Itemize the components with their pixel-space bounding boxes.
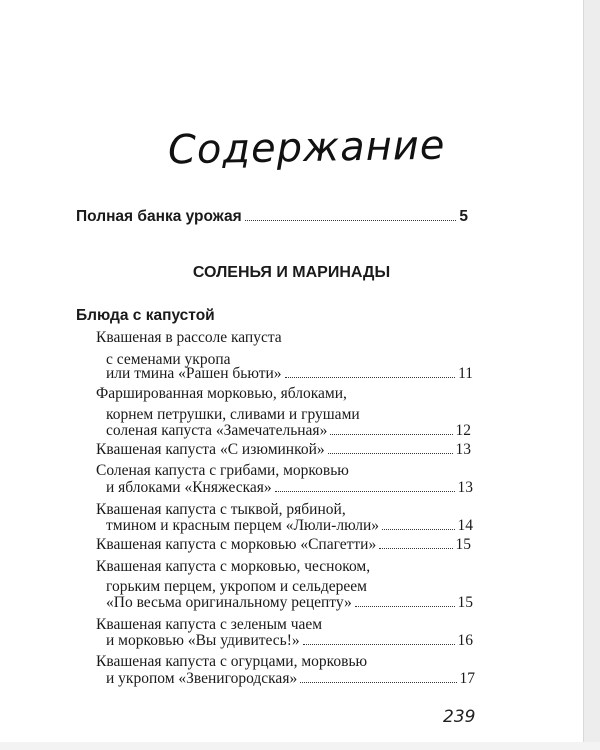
leader-dots	[275, 491, 455, 492]
toc-entry-line: Квашеная капуста с тыквой, рябиной,	[96, 501, 346, 518]
leader-dots	[382, 529, 454, 530]
toc-entry-text: и яблоками «Княжеская»	[106, 479, 272, 496]
toc-entry-line: корнем петрушки, сливами и грушами	[106, 406, 360, 423]
toc-entry-1[interactable]	[106, 365, 473, 385]
toc-entry-3[interactable]	[96, 441, 471, 461]
toc-entry-page: 12	[455, 422, 471, 439]
toc-entry-line: горьким перцем, укропом и сельдереем	[106, 578, 367, 595]
toc-entry-page: 17	[459, 670, 475, 687]
page-title: Содержание	[167, 122, 446, 174]
leader-dots	[379, 548, 452, 549]
toc-entry-page: 13	[455, 441, 471, 458]
toc-entry-text: Квашеная капуста с морковью «Спагетти»	[96, 536, 377, 553]
section-title: СОЛЕНЬЯ И МАРИНАДЫ	[192, 264, 391, 281]
toc-entry-text: тмином и красным перцем «Люли-люли»	[106, 517, 380, 534]
leader-dots	[303, 644, 455, 645]
toc-entry-page: 15	[455, 536, 471, 553]
toc-entry-page: 16	[457, 632, 473, 649]
toc-entry-line: Квашеная в рассоле капуста	[96, 329, 282, 346]
toc-entry-8[interactable]	[106, 632, 473, 652]
toc-entry-line: с семенами укропа	[106, 351, 231, 368]
toc-intro-text: Полная банка урожая	[76, 208, 242, 225]
leader-dots	[245, 220, 457, 221]
toc-intro-entry[interactable]	[76, 208, 468, 228]
toc-entry-line: Квашеная капуста с огурцами, морковью	[96, 653, 368, 670]
toc-entry-line: Соленая капуста с грибами, морковью	[96, 462, 349, 479]
toc-entry-text: «По весьма оригинальному рецепту»	[106, 594, 352, 611]
toc-entry-line: Фаршированная морковью, яблоками,	[96, 385, 347, 402]
leader-dots	[285, 377, 456, 378]
toc-entry-6[interactable]	[96, 536, 471, 556]
subsection-title: Блюда с капустой	[76, 307, 215, 324]
toc-entry-text: и морковью «Вы удивитесь!»	[106, 632, 300, 649]
toc-entry-9[interactable]	[106, 670, 475, 690]
toc-entry-page: 15	[457, 594, 473, 611]
toc-entry-page: 14	[457, 517, 473, 534]
leader-dots	[330, 434, 452, 435]
toc-entry-page: 13	[457, 479, 473, 496]
toc-entry-2[interactable]	[106, 422, 471, 442]
toc-entry-text: или тмина «Рашен бьюти»	[106, 365, 282, 382]
page-edge-bottom	[0, 742, 600, 750]
toc-entry-7[interactable]	[106, 594, 473, 614]
leader-dots	[300, 682, 456, 683]
toc-entry-text: соленая капуста «Замечательная»	[106, 422, 328, 439]
leader-dots	[328, 453, 453, 454]
toc-intro-page: 5	[459, 208, 468, 225]
toc-entry-line: Квашеная капуста с зеленым чаем	[96, 616, 323, 633]
toc-entry-text: Квашеная капуста «С изюминкой»	[96, 441, 325, 458]
toc-entry-5[interactable]	[106, 517, 473, 537]
toc-entry-text: и укропом «Звенигородская»	[106, 670, 298, 687]
toc-entry-page: 11	[458, 365, 473, 382]
toc-entry-4[interactable]	[106, 479, 473, 499]
toc-entry-line: Квашеная капуста с морковью, чесноком,	[96, 558, 371, 575]
page-number: 239	[443, 707, 476, 727]
leader-dots	[355, 606, 455, 607]
page-edge-right	[583, 0, 600, 750]
